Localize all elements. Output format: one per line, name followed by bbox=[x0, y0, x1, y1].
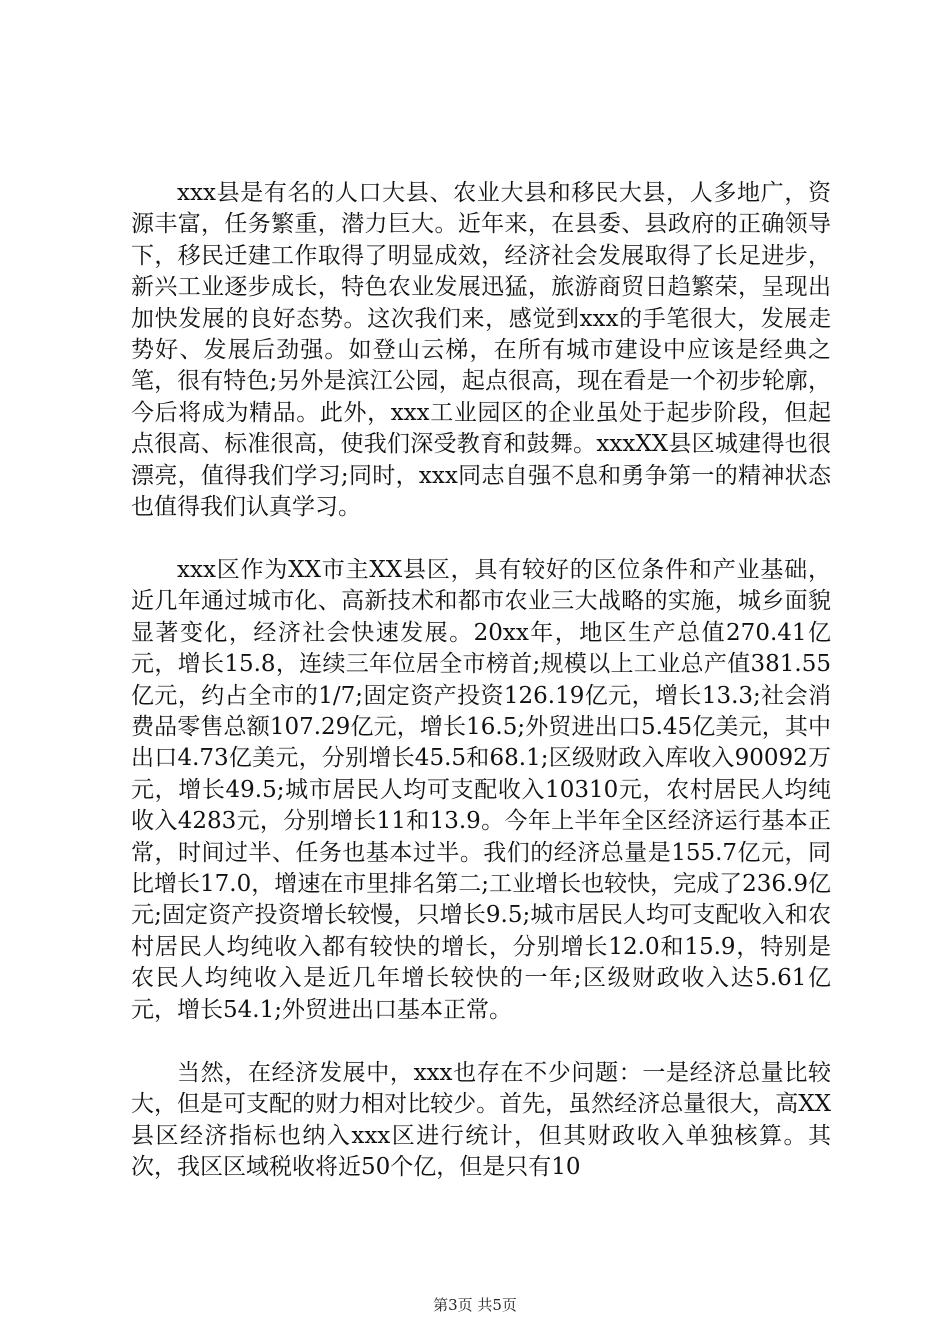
page-number-footer: 第3页 共5页 bbox=[433, 1296, 517, 1314]
body-paragraph-2: xxx区作为XX市主XX县区，具有较好的区位条件和产业基础，近几年通过城市化、高新技术和都市农业三大战略的实施，城乡面貌显著变化，经济社会快速发展。20xx年，地区生产总值270.41亿元，增长15.8，连续三年位居全市榜首;规模以上工业总产值381.55亿元，约占全市的1/7;固定资产投资126.19亿元，增长13.3;社会消费品零售总额107.29亿元，增长16.5;外贸进出口5.45亿美元，其中出口4.73亿美元，分别增长45.5和68.1;区级财政入库收入90092万元，增长49.5;城市居民人均可支配收入10310元，农村居民人均纯收入4283元，分别增长11和13.9。今年上半年全区经济运行基本正常，时间过半、任务也基本过半。我们的经济总量是155.7亿元，同比增长17.0，增速在市里排名第二;工业增长也较快，完成了236.9亿元;固定资产投资增长较慢，只增长9.5;城市居民人均可支配收入和农村居民人均纯收入都有较快的增长，分别增长12.0和15.9，特别是农民人均纯收入是近几年增长较快的一年;区级财政收入达5.61亿元，增长54.1;外贸进出口基本正常。 bbox=[131, 557, 831, 1023]
body-paragraph-1: xxx县是有名的人口大县、农业大县和移民大县，人多地广，资源丰富，任务繁重，潜力巨大。近年来，在县委、县政府的正确领导下，移民迁建工作取得了明显成效，经济社会发展取得了长足进步，新兴工业逐步成长，特色农业发展迅猛，旅游商贸日趋繁荣，呈现出加快发展的良好态势。这次我们来，感觉到xxx的手笔很大，发展走势好、发展后劲强。如登山云梯，在所有城市建设中应该是经典之笔，很有特色;另外是滨江公园，起点很高，现在看是一个初步轮廓，今后将成为精品。此外，xxx工业园区的企业虽处于起步阶段，但起点很高、标准很高，使我们深受教育和鼓舞。xxxXX县区城建得也很漂亮，值得我们学习;同时，xxx同志自强不息和勇争第一的精神状态也值得我们认真学习。 bbox=[131, 180, 831, 521]
body-paragraph-3: 当然，在经济发展中，xxx也存在不少问题：一是经济总量比较大，但是可支配的财力相对比较少。首先，虽然经济总量很大，高XX县区经济指标也纳入xxx区进行统计，但其财政收入单独核算。其次，我区区域税收将近50个亿，但是只有10 bbox=[131, 1060, 831, 1181]
